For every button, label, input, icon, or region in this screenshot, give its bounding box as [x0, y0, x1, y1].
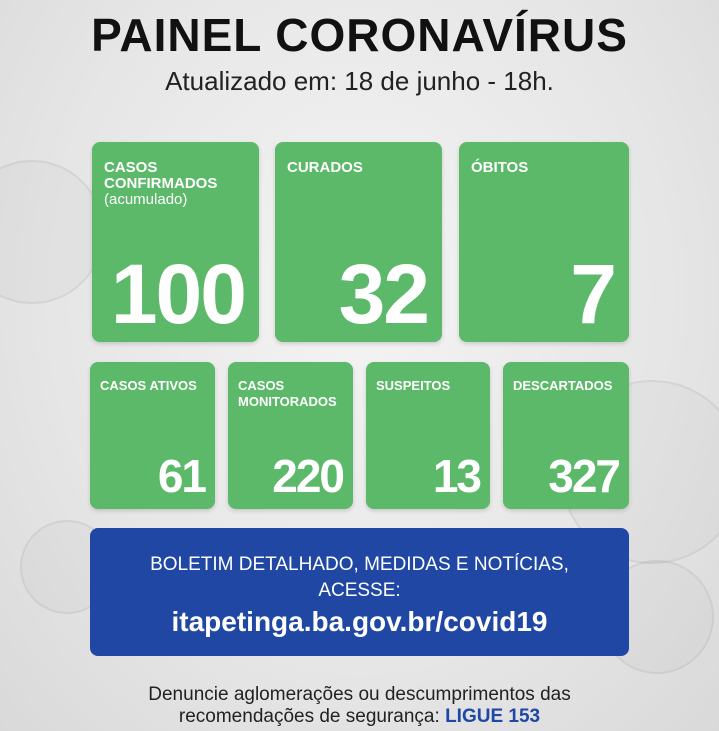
update-date: Atualizado em: 18 de junho - 18h.: [165, 66, 554, 96]
card-value: 13: [432, 450, 480, 502]
label-text: CASOS CONFIRMADOS: [104, 159, 218, 192]
card-label: CASOS ATIVOS: [100, 378, 197, 393]
banner-url-link[interactable]: itapetinga.ba.gov.br/covid19: [171, 606, 548, 637]
card-obitos: [459, 142, 629, 342]
card-label: CURADOS: [287, 159, 363, 176]
card-value: 7: [570, 247, 615, 341]
card-descartados: [503, 362, 629, 509]
footer-line-1: Denuncie aglomerações ou descumprimentos das: [148, 684, 571, 705]
card-label: SUSPEITOS: [376, 378, 451, 393]
banner-line-2: ACESSE:: [318, 580, 401, 601]
card-value: 327: [548, 450, 619, 502]
card-value: 220: [272, 450, 343, 502]
card-suspeitos: [366, 362, 490, 509]
card-value: 61: [157, 450, 205, 502]
card-label: CASOS MONITORADOS: [238, 378, 337, 409]
hotline-cta: LIGUE 153: [445, 706, 541, 727]
card-value: 32: [338, 247, 428, 341]
footer-text: recomendações de segurança:: [178, 706, 440, 727]
page-title: PAINEL CORONAVÍRUS: [91, 9, 628, 61]
footer-note: [0, 684, 719, 728]
virus-bg-icon: [0, 160, 104, 304]
info-banner: [90, 528, 629, 656]
footer-line-2: [0, 706, 719, 728]
card-label: [104, 160, 234, 208]
card-value: 100: [110, 247, 245, 341]
banner-line-1: BOLETIM DETALHADO, MEDIDAS E NOTÍCIAS,: [150, 554, 569, 575]
card-label: ÓBITOS: [471, 159, 529, 176]
label-sub: (acumulado): [104, 191, 188, 208]
card-label: DESCARTADOS: [513, 378, 613, 393]
card-casos-monitorados: [228, 362, 353, 509]
card-curados: [275, 142, 442, 342]
card-casos-confirmados: [92, 142, 259, 342]
card-casos-ativos: [90, 362, 215, 509]
